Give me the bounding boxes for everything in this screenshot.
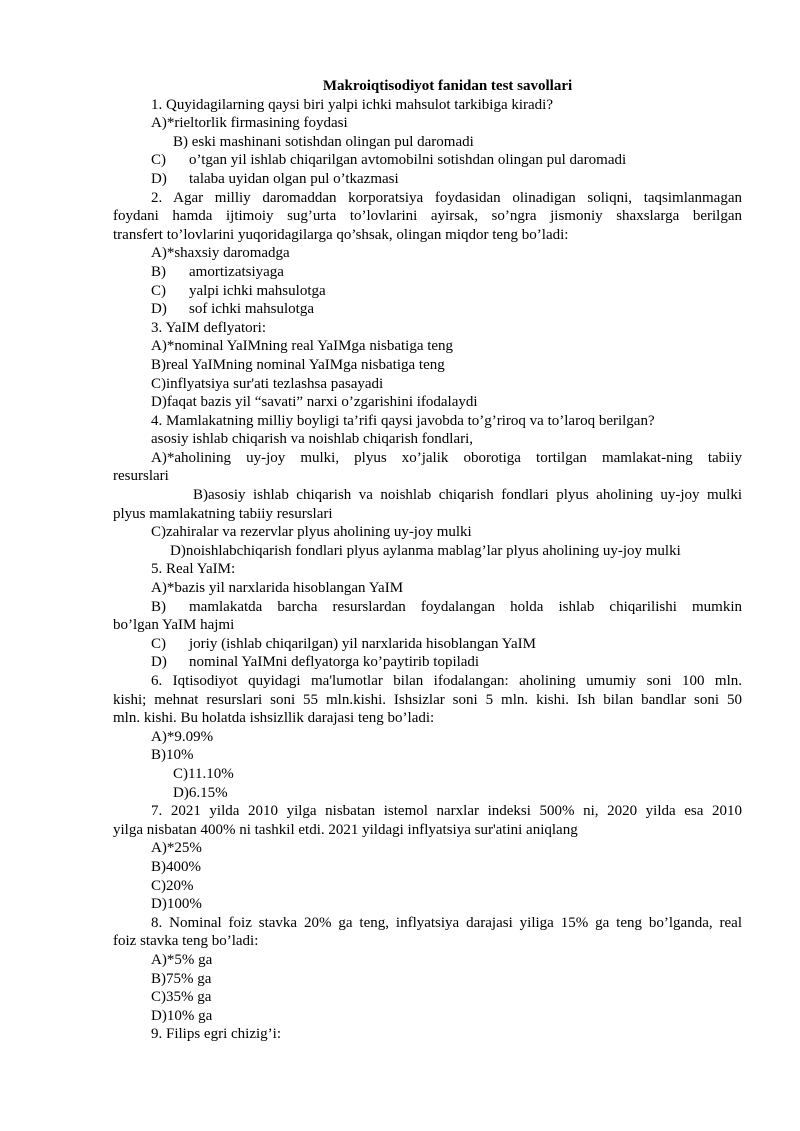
q8-option-c: C)35% ga — [151, 989, 212, 1006]
q7-option-d: D)100% — [151, 896, 202, 913]
question-6-line-2: kishi; mehnat resurslari soni 55 mln.kishi. Ishsizlar soni 5 mln. kishi. Ish bilan bandlar soni 50 — [113, 691, 742, 708]
question-7-line-1: 7. 2021 yilda 2010 yilga nisbatan istemol narxlar indeksi 500% ni, 2020 yilda esa 2010 — [151, 803, 742, 820]
q1-option-c-label: C) — [151, 152, 166, 169]
q5-option-a: A)*bazis yil narxlarida hisoblangan YaIM — [151, 580, 404, 597]
question-2-line-3: transfert to’lovlarini yuqoridagilarga qo’shsak, olingan miqdor teng bo’ladi: — [113, 226, 569, 243]
q5-option-d-text: nominal YaIMni deflyatorga ko’paytirib topiladi — [189, 654, 480, 671]
q3-option-b: B)real YaIMning nominal YaIMga nisbatiga teng — [151, 356, 445, 373]
q1-option-a: A)*rieltorlik firmasining foydasi — [151, 115, 348, 132]
question-3: 3. YaIM deflyatori: — [151, 319, 266, 336]
question-5: 5. Real YaIM: — [151, 561, 236, 578]
q3-option-a: A)*nominal YaIMning real YaIMga nisbatiga teng — [151, 338, 454, 355]
q5-option-c-label: C) — [151, 635, 166, 652]
q7-option-b: B)400% — [151, 858, 201, 875]
question-7-line-2: yilga nisbatan 400% ni tashkil etdi. 2021 yildagi inflyatsiya sur'atini aniqlang — [113, 821, 578, 838]
question-9: 9. Filips egri chizig’i: — [151, 1026, 281, 1043]
q2-option-a: A)*shaxsiy daromadga — [151, 245, 290, 262]
q6-option-c: C)11.10% — [173, 765, 234, 782]
q5-option-b-text: mamlakatda barcha resurslardan foydalangan holda ishlab chiqarilishi mumkin — [189, 598, 742, 615]
q2-option-c-text: yalpi ichki mahsulotga — [189, 282, 326, 299]
q8-option-a: A)*5% ga — [151, 951, 213, 968]
q5-option-d — [113, 653, 742, 672]
q4-option-a-line-1: A)*aholining uy-joy mulki, plyus xo’jalik oborotiga tortilgan mamlakat-ning tabiiy — [151, 449, 742, 466]
q5-option-c-text: joriy (ishlab chiqarilgan) yil narxlarida hisoblangan YaIM — [189, 635, 537, 652]
q4-option-c: C)zahiralar va rezervlar plyus aholining uy-joy mulki — [151, 524, 472, 541]
question-8-line-2: foiz stavka teng bo’ladi: — [113, 933, 259, 950]
q8-option-d: D)10% ga — [151, 1007, 213, 1024]
document-page — [113, 77, 742, 1044]
question-6-line-1: 6. Iqtisodiyot quyidagi ma'lumotlar bilan ifodalangan: aholining umumiy soni 100 mln. — [151, 673, 742, 689]
q2-option-b-text: amortizatsiyaga — [189, 263, 284, 280]
question-6-line-3: mln. kishi. Bu holatda ishsizllik darajasi teng bo’ladi: — [113, 710, 435, 727]
q1-option-b: B) eski mashinani sotishdan olingan pul daromadi — [173, 133, 474, 150]
q5-option-b-line-2: bo’lgan YaIM hajmi — [113, 617, 235, 634]
q3-option-d: D)faqat bazis yil “savati” narxi o’zgarishini ifodalaydi — [151, 394, 478, 411]
question-2-line-1: 2. Agar milliy daromaddan korporatsiya foydasidan olinadigan soliqni, taqsimlanmagan — [151, 189, 742, 206]
q2-option-d-text: sof ichki mahsulotga — [189, 301, 314, 318]
q4-option-d: D)noishlabchiqarish fondlari plyus aylanma mablag’lar plyus aholining uy-joy mulki — [170, 542, 681, 559]
q4-extra-line: asosiy ishlab chiqarish va noishlab chiqarish fondlari, — [151, 431, 474, 448]
q5-option-d-label: D) — [151, 654, 167, 671]
q1-option-d-text: talaba uyidan olgan pul o’tkazmasi — [189, 170, 399, 187]
q6-option-a: A)*9.09% — [151, 728, 214, 745]
question-4: 4. Mamlakatning milliy boyligi ta’rifi qaysi javobda to’g’riroq va to’laroq berilgan? — [151, 412, 655, 429]
q6-option-b: B)10% — [151, 747, 194, 764]
q2-option-d-label: D) — [151, 301, 167, 318]
q1-option-d-label: D) — [151, 170, 167, 187]
question-2-line-2: foydani hamda ijtimoiy sug’urta to’lovlarini ayirsak, so’ngra jismoniy shaxslarga berilgan — [113, 208, 742, 225]
q2-option-b-label: B) — [151, 263, 166, 280]
q2-option-b — [113, 263, 742, 282]
q6-option-d: D)6.15% — [173, 784, 228, 801]
q2-option-c — [113, 282, 742, 301]
q1-option-c — [113, 151, 742, 170]
question-1: 1. Quyidagilarning qaysi biri yalpi ichki mahsulot tarkibiga kiradi? — [151, 96, 553, 113]
q2-option-c-label: C) — [151, 282, 166, 299]
q7-option-c: C)20% — [151, 877, 194, 894]
q4-option-b-line-1: B)asosiy ishlab chiqarish va noishlab chiqarish fondlari plyus aholining uy-joy mulki — [193, 487, 742, 504]
document-title: Makroiqtisodiyot fanidan test savollari — [322, 78, 573, 94]
q2-option-d — [113, 300, 742, 319]
q1-option-c-text: o’tgan yil ishlab chiqarilgan avtomobilni sotishdan olingan pul daromadi — [189, 152, 627, 169]
q4-option-b-line-2: plyus mamlakatning tabiiy resurslari — [113, 505, 333, 522]
q5-option-b-line-1 — [113, 598, 742, 617]
q1-option-d — [113, 170, 742, 189]
q7-option-a: A)*25% — [151, 840, 202, 857]
q5-option-c — [113, 635, 742, 654]
q4-option-a-line-2: resurslari — [113, 468, 169, 485]
question-8-line-1: 8. Nominal foiz stavka 20% ga teng, inflyatsiya darajasi yiliga 15% ga teng bo’lganda, real — [151, 914, 742, 931]
q3-option-c: C)inflyatsiya sur'ati tezlashsa pasayadi — [151, 375, 384, 392]
q5-option-b-label: B) — [151, 598, 166, 615]
q8-option-b: B)75% ga — [151, 970, 212, 987]
